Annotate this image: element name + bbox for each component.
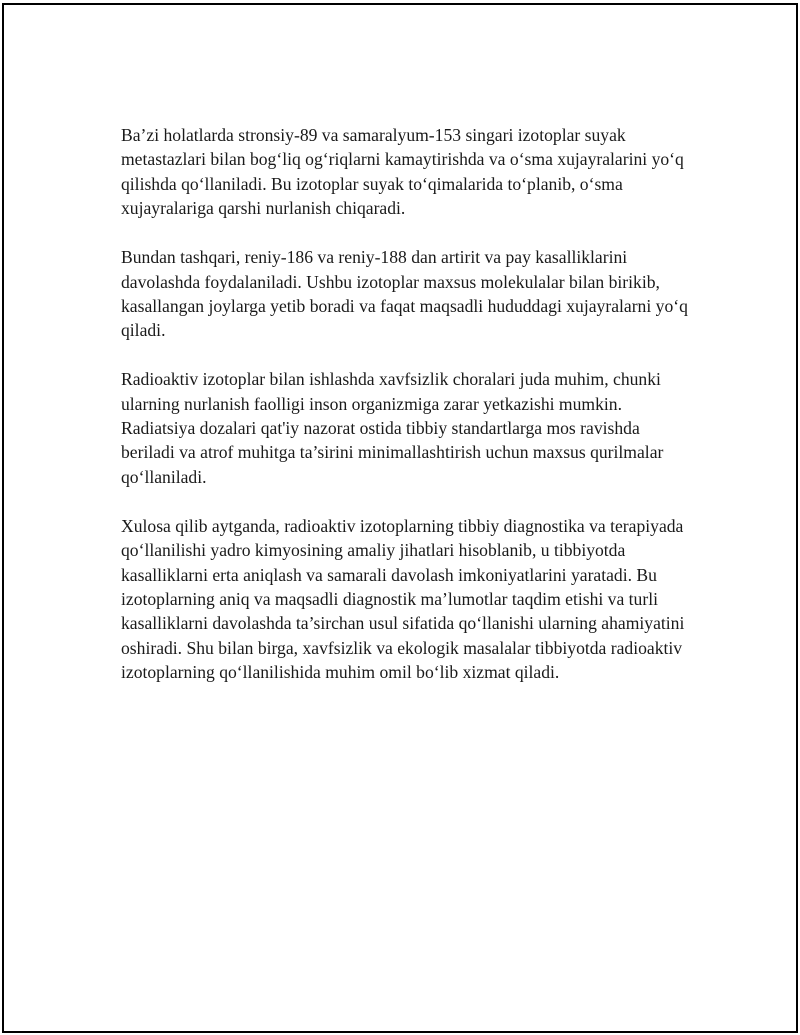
paragraph-strontium-samarium: Ba’zi holatlarda stronsiy-89 va samaralyum-153 singari izotoplar suyak metastazlari bilan bog‘liq og‘riqlarni kamaytirishda va o‘sma xujayralarini yo‘q qilishda qo‘llaniladi. Bu izotoplar suyak to‘qimalarida to‘planib, o‘sma xujayralariga qarshi nurlanish chiqaradi. — [121, 125, 684, 219]
page-frame — [2, 3, 798, 1033]
paragraph-conclusion: Xulosa qilib aytganda, radioaktiv izotoplarning tibbiy diagnostika va terapiyada qo‘llanilishi yadro kimyosining amaliy jihatlari hisoblanib, u tibbiyotda kasalliklarni erta aniqlash va samarali davolash imkoniyatlarini yaratadi. Bu izotoplarning aniq va maqsadli diagnostik ma’lumotlar taqdim etishi va turli kasalliklarni davolashda ta’sirchan usul sifatida qo‘llanishi ularning ahamiyatini oshiradi. Shu bilan birga, xavfsizlik va ekologik masalalar tibbiyotda radioaktiv izotoplarning qo‘llanilishida muhim omil bo‘lib xizmat qiladi. — [121, 515, 685, 683]
document-body — [121, 123, 691, 709]
paragraph-rhenium: Bundan tashqari, reniy-186 va reniy-188 dan artirit va pay kasalliklarini davolashda foydalaniladi. Ushbu izotoplar maxsus molekulalar bilan birikib, kasallangan joylarga yetib boradi va faqat maqsadli hududdagi xujayralarni yo‘q qiladi. — [121, 247, 688, 341]
paragraph-safety: Radioaktiv izotoplar bilan ishlashda xavfsizlik choralari juda muhim, chunki ularning nurlanish faolligi inson organizmiga zarar yetkazishi mumkin. Radiatsiya dozalari qat'iy nazorat ostida tibbiy standartlarga mos ravishda beriladi va atrof muhitga ta’sirini minimallashtirish uchun maxsus qurilmalar qo‘llaniladi. — [121, 369, 664, 487]
